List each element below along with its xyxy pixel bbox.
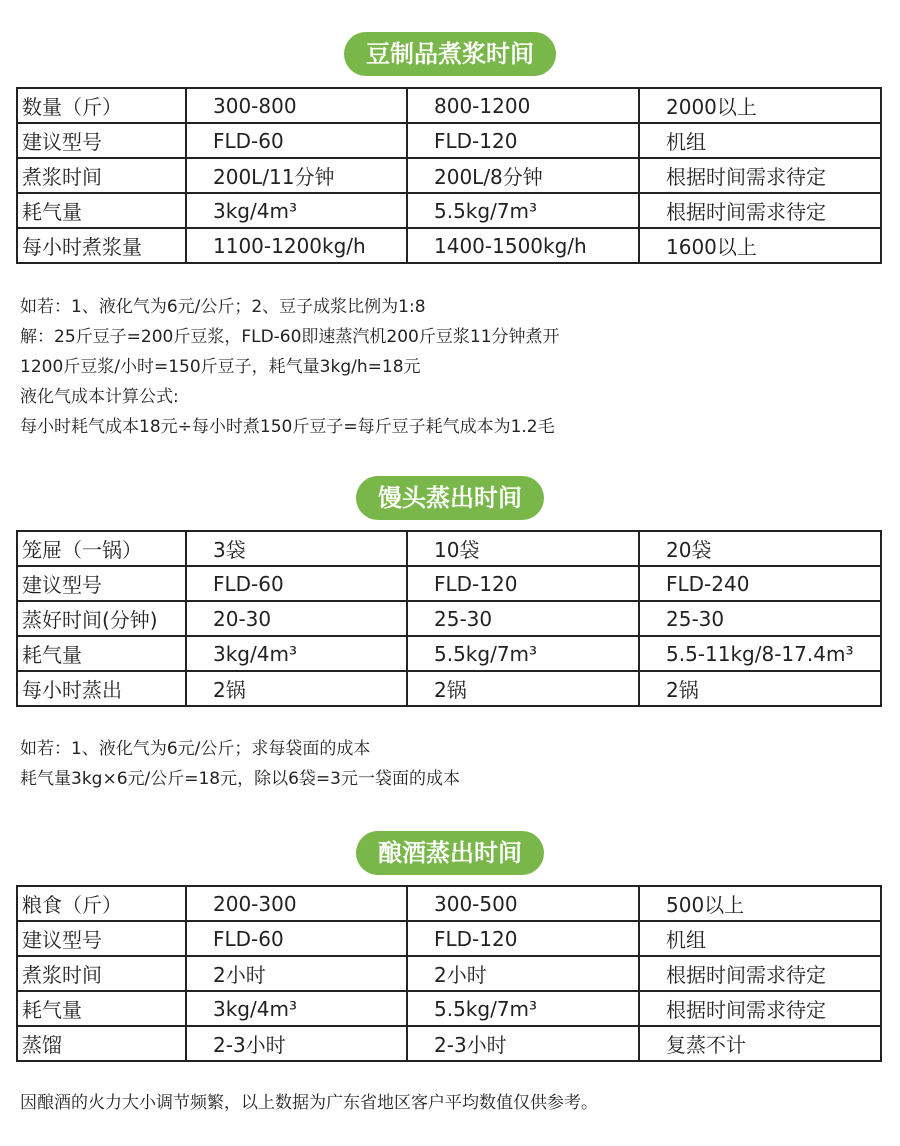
table-cell: 2-3小时 [186, 1026, 407, 1061]
table-cell: 300-500 [407, 886, 639, 921]
table-cell: 10袋 [407, 531, 639, 566]
table-row [17, 1026, 881, 1061]
table-cell: 200-300 [186, 886, 407, 921]
table-cell: 建议型号 [17, 566, 186, 601]
table-cell: 根据时间需求待定 [639, 991, 881, 1026]
table-cell: FLD-60 [186, 921, 407, 956]
table-cell: 建议型号 [17, 921, 186, 956]
table-cell: 25-30 [407, 601, 639, 636]
table-cell: 2小时 [407, 956, 639, 991]
table-cell: 每小时煮浆量 [17, 228, 186, 263]
table-cell: 3kg/4m³ [186, 193, 407, 228]
table-cell: 2锅 [407, 671, 639, 706]
table-cell: 建议型号 [17, 123, 186, 158]
table-cell: 2000以上 [639, 88, 881, 123]
table-row [17, 123, 881, 158]
notes [20, 734, 460, 794]
table-cell: 200L/8分钟 [407, 158, 639, 193]
table-cell: 耗气量 [17, 991, 186, 1026]
table-row [17, 636, 881, 671]
note-line: 因酿酒的火力大小调节频繁，以上数据为广东省地区客户平均数值仅供参考。 [20, 1093, 598, 1113]
table-cell: 3kg/4m³ [186, 636, 407, 671]
table-cell: 20-30 [186, 601, 407, 636]
notes [20, 292, 560, 442]
note-line: 如若：1、液化气为6元/公斤；求每袋面的成本 [20, 739, 371, 759]
table-cell: FLD-120 [407, 566, 639, 601]
table-cell: 根据时间需求待定 [639, 158, 881, 193]
note-line: 液化气成本计算公式: [20, 387, 179, 407]
table-cell: 根据时间需求待定 [639, 193, 881, 228]
table-cell: 5.5kg/7m³ [407, 636, 639, 671]
note-line: 解：25斤豆子=200斤豆浆，FLD-60即速蒸汽机200斤豆浆11分钟煮开 [20, 327, 560, 347]
table-cell: FLD-60 [186, 566, 407, 601]
data-table [16, 885, 882, 1062]
section-title-pill: 馒头蒸出时间 [356, 476, 544, 520]
table-row [17, 956, 881, 991]
table-cell: 数量（斤） [17, 88, 186, 123]
table-cell: 800-1200 [407, 88, 639, 123]
table-cell: 机组 [639, 123, 881, 158]
table-cell: FLD-240 [639, 566, 881, 601]
table-cell: 300-800 [186, 88, 407, 123]
section-title-pill: 豆制品煮浆时间 [344, 32, 556, 76]
table-cell: 20袋 [639, 531, 881, 566]
table-cell: 5.5-11kg/8-17.4m³ [639, 636, 881, 671]
table-cell: 笼屉（一锅） [17, 531, 186, 566]
table-row [17, 531, 881, 566]
table-cell: 复蒸不计 [639, 1026, 881, 1061]
table-cell: 蒸好时间(分钟) [17, 601, 186, 636]
data-table [16, 530, 882, 707]
table-row [17, 158, 881, 193]
table-cell: 5.5kg/7m³ [407, 991, 639, 1026]
section-title-pill: 酿酒蒸出时间 [356, 831, 544, 875]
table-cell: 25-30 [639, 601, 881, 636]
table-cell: FLD-120 [407, 123, 639, 158]
table-cell: 煮浆时间 [17, 956, 186, 991]
notes [20, 1088, 598, 1118]
table-cell: FLD-120 [407, 921, 639, 956]
table-cell: 1600以上 [639, 228, 881, 263]
table-cell: 煮浆时间 [17, 158, 186, 193]
note-line: 如若：1、液化气为6元/公斤；2、豆子成浆比例为1:8 [20, 297, 426, 317]
table-cell: 粮食（斤） [17, 886, 186, 921]
table-row [17, 601, 881, 636]
table-row [17, 566, 881, 601]
table-cell: 根据时间需求待定 [639, 956, 881, 991]
table-cell: 2小时 [186, 956, 407, 991]
note-line: 耗气量3kg×6元/公斤=18元，除以6袋=3元一袋面的成本 [20, 769, 460, 789]
note-line: 1200斤豆浆/小时=150斤豆子，耗气量3kg/h=18元 [20, 357, 421, 377]
table-cell: 耗气量 [17, 636, 186, 671]
table-row [17, 921, 881, 956]
table-cell: 3kg/4m³ [186, 991, 407, 1026]
table-row [17, 88, 881, 123]
table-row [17, 228, 881, 263]
table-cell: 5.5kg/7m³ [407, 193, 639, 228]
table-cell: 2锅 [639, 671, 881, 706]
table-cell: 2-3小时 [407, 1026, 639, 1061]
table-cell: 2锅 [186, 671, 407, 706]
table-cell: 蒸馏 [17, 1026, 186, 1061]
table-cell: 500以上 [639, 886, 881, 921]
table-row [17, 886, 881, 921]
table-cell: 耗气量 [17, 193, 186, 228]
table-row [17, 193, 881, 228]
table-cell: 3袋 [186, 531, 407, 566]
data-table [16, 87, 882, 264]
table-row [17, 671, 881, 706]
table-cell: 机组 [639, 921, 881, 956]
table-cell: 1400-1500kg/h [407, 228, 639, 263]
note-line: 每小时耗气成本18元÷每小时煮150斤豆子=每斤豆子耗气成本为1.2毛 [20, 417, 555, 437]
table-cell: 1100-1200kg/h [186, 228, 407, 263]
table-cell: 200L/11分钟 [186, 158, 407, 193]
table-cell: FLD-60 [186, 123, 407, 158]
table-row [17, 991, 881, 1026]
table-cell: 每小时蒸出 [17, 671, 186, 706]
